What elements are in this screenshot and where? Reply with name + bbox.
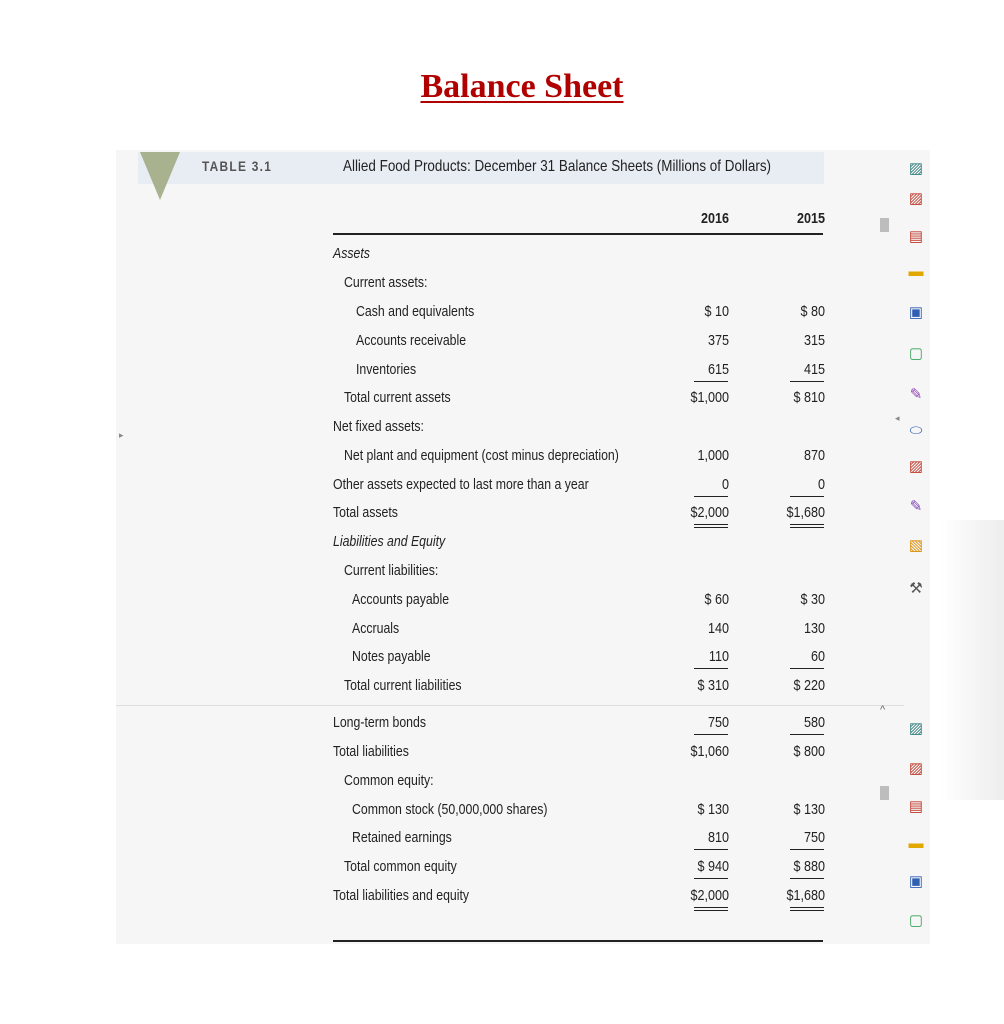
table-row [0,418,1004,440]
triangle-marker [140,152,180,200]
cell-underline [694,907,728,908]
cell-underline [694,849,728,850]
cell-underline [694,381,728,382]
table-top-rule [333,233,823,235]
row-label: Accruals [352,620,400,637]
row-label: Total assets [333,504,398,521]
table-row [0,274,1004,296]
column-header-2015: 2015 [796,210,825,227]
table-row [0,743,1004,765]
row-label: Retained earnings [352,829,452,846]
cell-underline [790,496,824,497]
export-pdf-icon[interactable]: ▨ [908,760,924,777]
cell-2016: $ 60 [704,591,729,608]
organize-pages-icon[interactable]: ▤ [908,228,924,245]
cell-2016: 615 [707,361,729,378]
row-label: Total current assets [344,389,451,406]
cell-2016: $ 10 [704,303,729,320]
fill-sign-icon[interactable]: ✎ [909,386,923,403]
table-row [0,620,1004,642]
cell-2015: 130 [803,620,825,637]
table-row [0,714,1004,736]
cell-underline [790,907,824,908]
pane-divider [116,705,904,706]
row-label: Net fixed assets: [333,418,424,435]
cell-2016: $ 310 [697,677,729,694]
edit-icon[interactable]: ✎ [909,498,923,515]
table-row [0,447,1004,469]
cell-underline [790,524,824,525]
table-row [0,303,1004,325]
cell-underline [694,668,728,669]
cell-underline [790,668,824,669]
cell-underline [694,734,728,735]
cell-2016: $2,000 [690,887,729,904]
side-toolbar [880,150,930,944]
cell-2015: $ 880 [793,858,825,875]
send-for-review-icon[interactable]: ▣ [908,304,924,321]
cell-2016: 110 [708,648,729,665]
cell-2015: $1,680 [786,504,825,521]
cell-2015: $ 810 [793,389,825,406]
cell-2015: $ 800 [793,743,825,760]
cell-2016: 375 [707,332,729,349]
export-pdf-icon[interactable]: ▨ [908,190,924,207]
cell-2015: $ 30 [800,591,825,608]
cell-2015: 870 [803,447,825,464]
row-label: Accounts payable [352,591,450,608]
create-pdf-icon[interactable]: ▨ [908,160,924,177]
row-label: Total liabilities [333,743,409,760]
cell-2015: $1,680 [786,887,825,904]
row-label: Other assets expected to last more than a year [333,476,589,493]
cell-2015: $ 220 [793,677,825,694]
table-row [0,887,1004,909]
send-for-review-icon[interactable]: ▣ [908,873,924,890]
scan-icon[interactable]: ▨ [908,458,924,475]
table-row [0,801,1004,823]
cell-underline [694,496,728,497]
compress-icon[interactable]: ▢ [908,345,924,362]
cell-2015: $ 80 [800,303,825,320]
cell-2016: 0 [721,476,729,493]
table-row [0,591,1004,613]
cell-2016: $1,060 [690,743,729,760]
table-row [0,772,1004,794]
cell-double-underline [790,910,824,911]
cell-double-underline [790,527,824,528]
tools-icon[interactable]: ⚒ [909,580,923,597]
cell-2016: 750 [707,714,729,731]
cell-underline [790,734,824,735]
window-shadow [940,520,1004,800]
cell-double-underline [694,910,728,911]
table-row [0,476,1004,498]
table-row [0,648,1004,670]
row-label: Current assets: [344,274,428,291]
table-bottom-rule [333,940,823,942]
comment-icon[interactable]: ▬ [908,835,924,852]
caret-up-icon[interactable]: ^ [880,704,886,716]
row-label: Inventories [356,361,417,378]
row-label: Total current liabilities [344,677,462,694]
cell-2016: $1,000 [690,389,729,406]
compress-icon[interactable]: ▢ [908,912,924,929]
cell-2016: 1,000 [697,447,729,464]
expand-left-panel-icon[interactable]: ▸ [119,430,124,440]
page-title: Balance Sheet [420,68,624,105]
row-label: Current liabilities: [344,562,439,579]
comment-icon[interactable]: ▬ [908,263,924,280]
row-label: Total liabilities and equity [333,887,470,904]
table-row [0,504,1004,526]
cell-2015: 580 [803,714,825,731]
export-icon[interactable]: ▧ [908,537,924,554]
cell-underline [790,381,824,382]
cell-double-underline [694,527,728,528]
row-label: Accounts receivable [356,332,467,349]
table-row [0,533,1004,555]
cell-2016: $ 130 [697,801,729,818]
cell-underline [790,878,824,879]
cell-underline [694,524,728,525]
cell-2015: $ 130 [793,801,825,818]
row-label: Total common equity [344,858,457,875]
cell-underline [790,849,824,850]
organize-pages-icon[interactable]: ▤ [908,798,924,815]
row-label: Common equity: [344,772,434,789]
cell-underline [694,878,728,879]
cell-2015: 60 [810,648,825,665]
row-label: Net plant and equipment (cost minus depreciation) [344,447,619,464]
cell-2015: 315 [803,332,825,349]
cell-2016: 140 [707,620,729,637]
row-label: Long-term bonds [333,714,426,731]
collapse-panel-icon[interactable]: ◂ [895,413,900,423]
table-caption: Allied Food Products: December 31 Balance Sheets (Millions of Dollars) [343,158,772,175]
row-label: Notes payable [352,648,431,665]
table-row [0,245,1004,267]
row-label: Assets [333,245,370,262]
table-row [0,677,1004,699]
cell-2015: 415 [803,361,825,378]
cell-2016: 810 [707,829,729,846]
table-row [0,562,1004,584]
table-row [0,858,1004,880]
cell-2015: 0 [817,476,825,493]
row-label: Cash and equivalents [356,303,475,320]
table-number: TABLE 3.1 [202,158,273,174]
cell-2016: $ 940 [697,858,729,875]
table-row [0,361,1004,383]
protect-icon[interactable]: ⬭ [909,422,923,439]
table-row [0,332,1004,354]
table-row [0,389,1004,411]
row-label: Common stock (50,000,000 shares) [352,801,548,818]
cell-2016: $2,000 [690,504,729,521]
create-pdf-icon[interactable]: ▨ [908,720,924,737]
cell-2015: 750 [803,829,825,846]
column-header-2016: 2016 [700,210,729,227]
table-row [0,829,1004,851]
row-label: Liabilities and Equity [333,533,446,550]
